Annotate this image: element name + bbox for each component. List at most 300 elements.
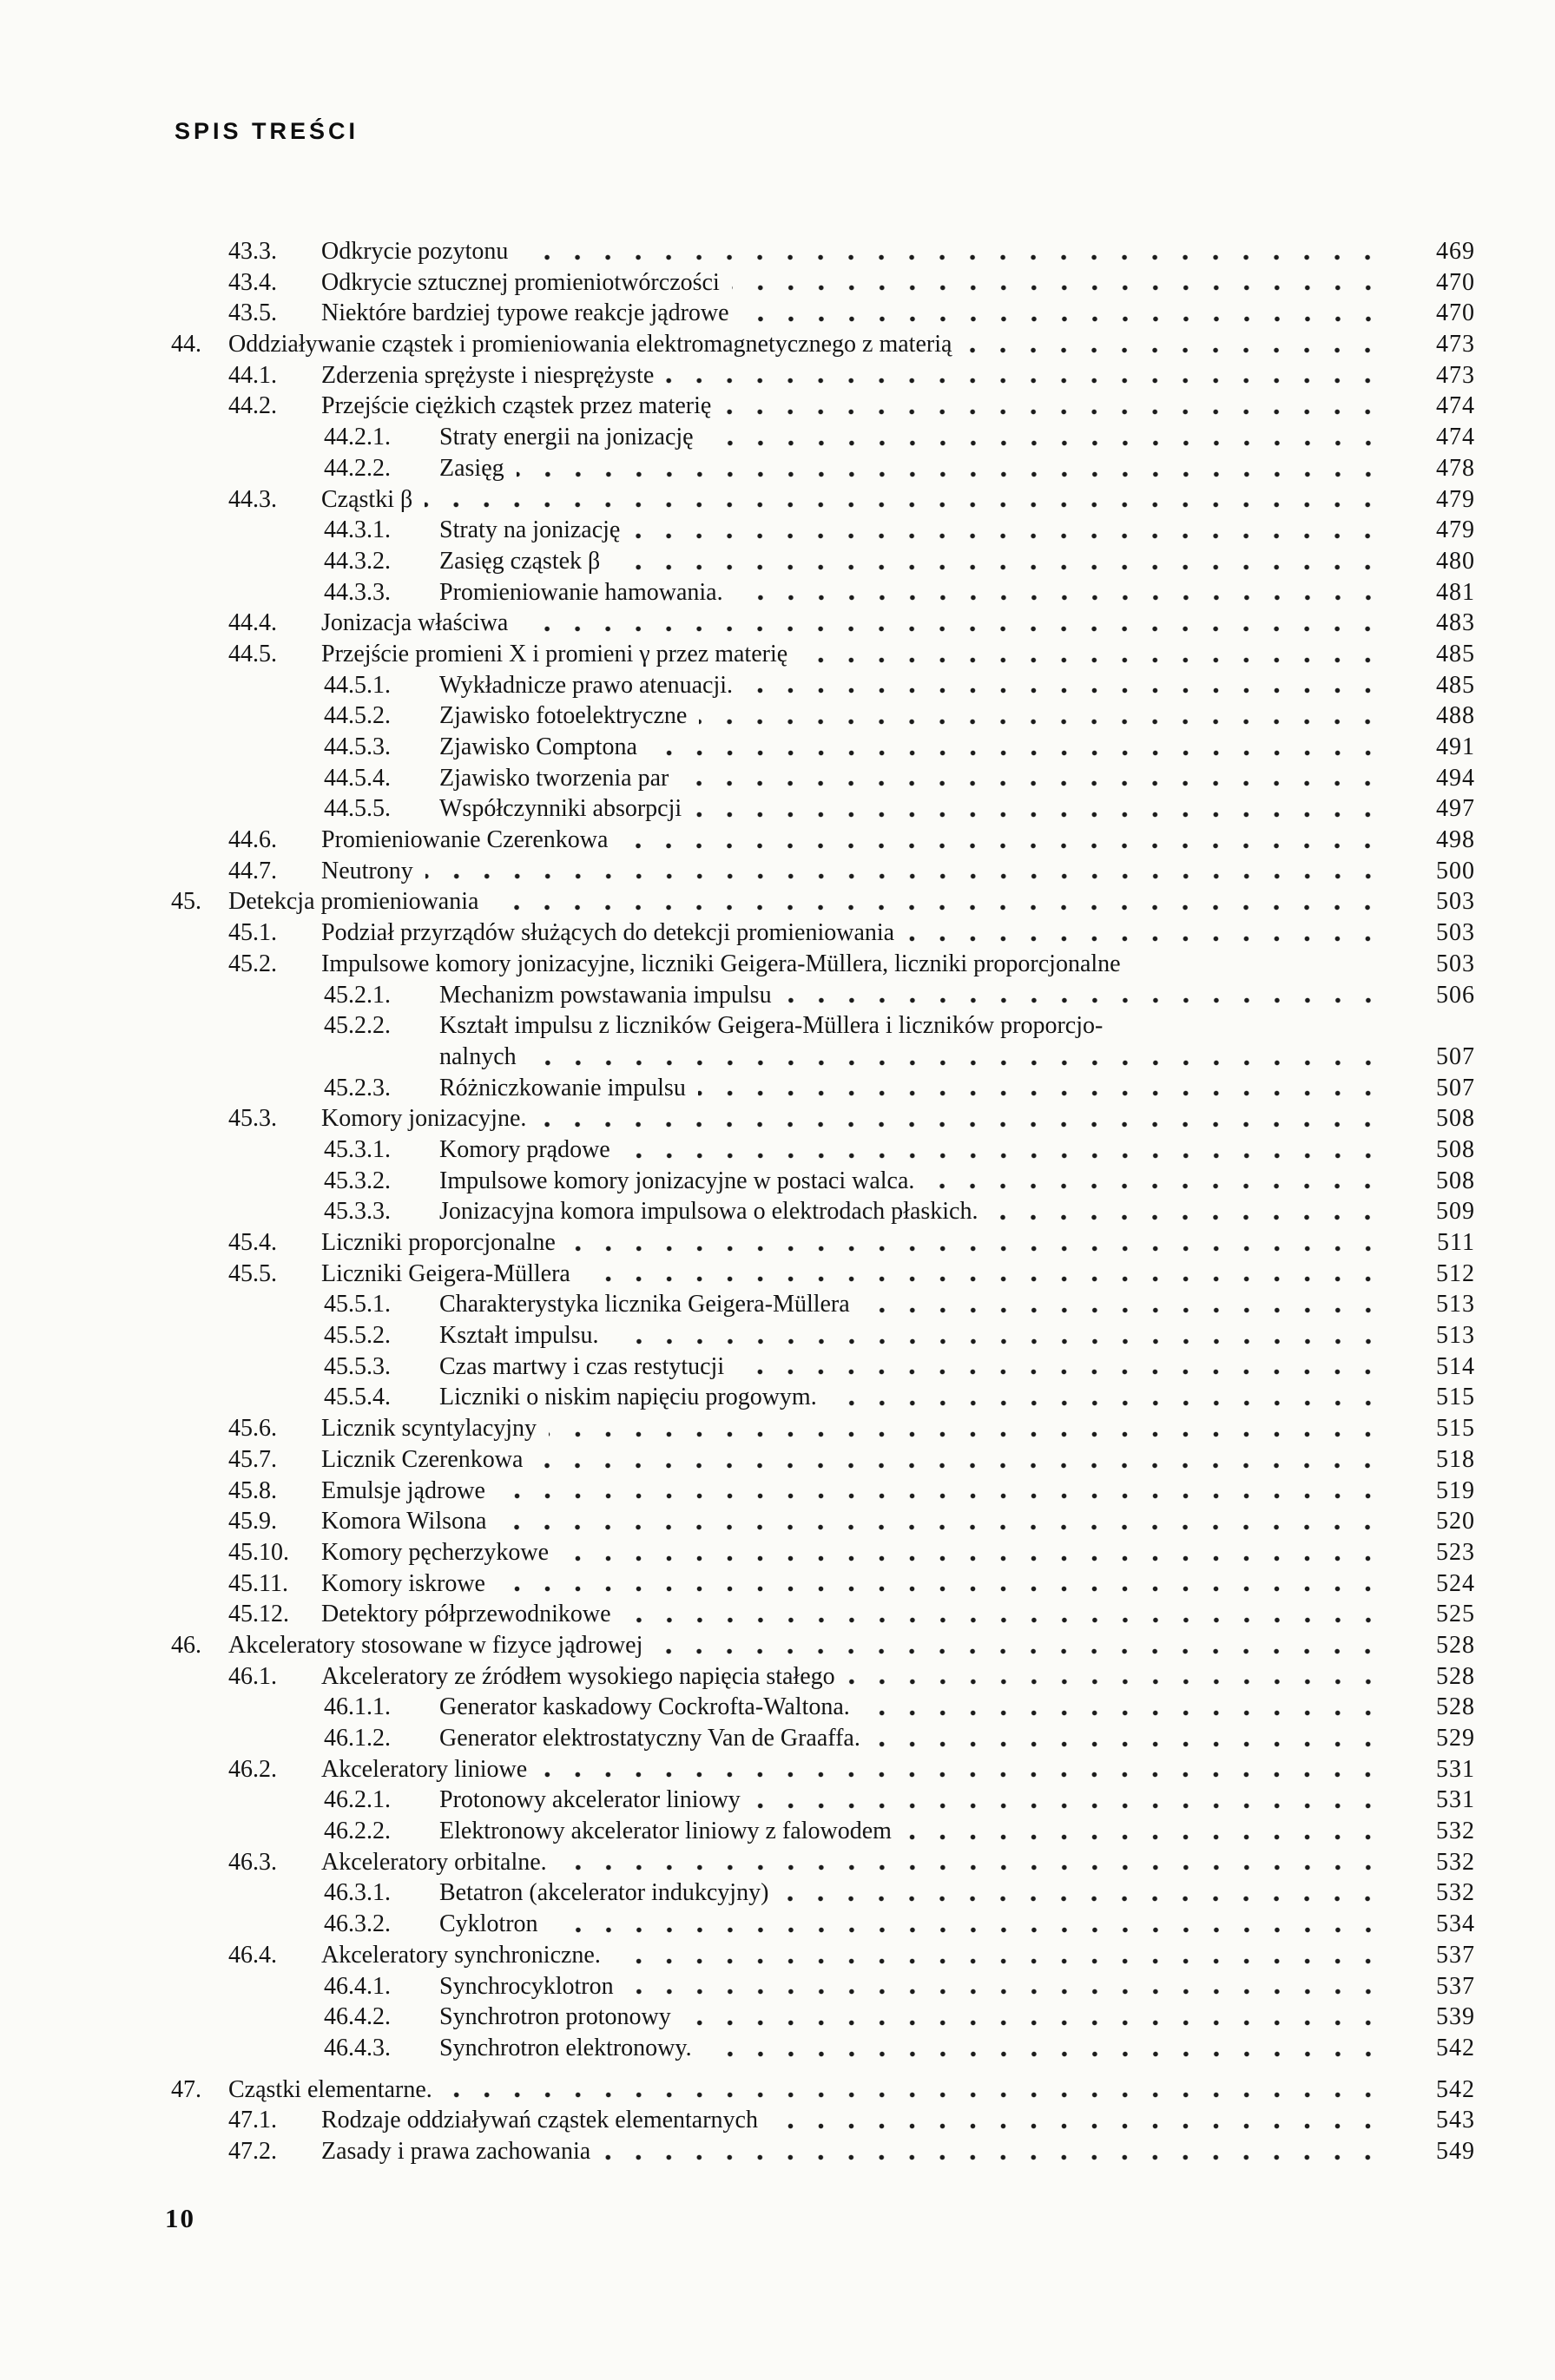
toc-entry-number: 44.5.4. <box>324 764 391 792</box>
toc-entry <box>171 236 1475 267</box>
toc-entry-title: Detekcja promieniowania <box>228 888 479 916</box>
dot-leader <box>694 793 1383 825</box>
toc-entry-title: Odkrycie sztucznej promieniotwórczości <box>321 268 720 296</box>
toc-entry-number: 45.5.4. <box>324 1384 391 1411</box>
toc-entry <box>171 670 1475 701</box>
dot-leader <box>736 1351 1383 1383</box>
toc-entry-title: Różniczkowanie impulsu <box>439 1074 686 1101</box>
toc-entry-title: Komory pęcherzykowe <box>321 1538 550 1566</box>
toc-entry-page: 543 <box>1436 2107 1475 2134</box>
toc-entry-page: 515 <box>1436 1415 1475 1443</box>
toc-entry-page: 518 <box>1436 1445 1475 1473</box>
toc-entry-page: 491 <box>1436 733 1475 760</box>
toc-entry-number: 45.3.1. <box>324 1135 391 1163</box>
toc-entry <box>171 1785 1475 1816</box>
dot-leader <box>753 1785 1383 1816</box>
toc-entry-number: 46.1.2. <box>324 1725 391 1752</box>
dot-leader <box>649 732 1383 763</box>
toc-entry-title: Podział przyrządów służących do detekcji promieniowania <box>321 919 895 947</box>
dot-leader <box>706 422 1383 453</box>
dot-leader <box>829 1382 1383 1413</box>
toc-entry <box>171 639 1475 670</box>
toc-entry-title: Elektronowy akcelerator liniowy z falowodem <box>439 1818 892 1845</box>
dot-leader <box>698 1073 1383 1104</box>
toc-entry-title: Impulsowe komory jonizacyjne w postaci walca. <box>439 1167 915 1194</box>
toc-entry-page: 494 <box>1436 764 1475 792</box>
toc-entry-page: 513 <box>1436 1291 1475 1318</box>
toc-entry-page: 532 <box>1436 1848 1475 1876</box>
toc-entry-number: 44.7. <box>228 857 277 884</box>
toc-entry <box>171 1661 1475 1693</box>
toc-entry-title: Kształt impulsu. <box>439 1322 599 1350</box>
dot-leader <box>732 267 1383 299</box>
toc-entry-number: 46.2.2. <box>324 1818 391 1845</box>
toc-entry-page: 534 <box>1436 1910 1475 1938</box>
toc-entry-title: Zasięg <box>439 454 504 482</box>
dot-leader <box>873 1723 1383 1754</box>
toc-entry-title: Przejście ciężkich cząstek przez materię <box>321 392 712 420</box>
toc-entry-page: 507 <box>1436 1074 1475 1101</box>
toc-entry-title: Emulsje jądrowe <box>321 1476 485 1504</box>
toc-entry-number: 43.4. <box>228 268 277 296</box>
toc-entry-page: 525 <box>1436 1601 1475 1628</box>
toc-entry-title: Jonizacja właściwa <box>321 609 509 637</box>
dot-leader <box>498 1506 1383 1537</box>
toc-entry <box>171 1754 1475 1785</box>
dot-leader <box>723 391 1383 422</box>
toc-entry-number: 46.4. <box>228 1941 277 1969</box>
toc-entry-title: Cząstki elementarne. <box>228 2075 432 2103</box>
toc-entry-number: 46. <box>171 1631 201 1659</box>
toc-entry-number: 44.5.1. <box>324 671 391 699</box>
toc-entry-page: 511 <box>1437 1229 1475 1256</box>
toc-entry-number: 45.3.2. <box>324 1167 391 1194</box>
dot-leader <box>497 1476 1383 1507</box>
toc-entry-title: Akceleratory stosowane w fizyce jądrowej <box>228 1631 643 1659</box>
toc-entry-page: 488 <box>1436 702 1475 730</box>
dot-leader <box>770 2105 1383 2136</box>
toc-entry <box>171 2136 1475 2167</box>
toc-entry-number: 45.6. <box>228 1415 277 1443</box>
dot-leader <box>612 546 1383 577</box>
dot-leader <box>926 1166 1383 1197</box>
dot-leader <box>683 2002 1383 2033</box>
toc-entry-page: 508 <box>1436 1135 1475 1163</box>
toc-entry-title: Charakterystyka licznika Geigera-Müllera <box>439 1291 850 1318</box>
toc-entry-number: 45.5.1. <box>324 1291 391 1318</box>
dot-leader <box>906 917 1383 949</box>
toc-entry-page: 531 <box>1436 1755 1475 1783</box>
toc-entry <box>171 1877 1475 1909</box>
toc-entry-title: Zjawisko Comptona <box>439 733 637 760</box>
toc-entry-page: 509 <box>1436 1198 1475 1226</box>
toc-entry-number: 46.3.1. <box>324 1879 391 1907</box>
toc-entry-number: 44.5.2. <box>324 702 391 730</box>
toc-entry-title: Komory prądowe <box>439 1135 610 1163</box>
toc-entry <box>171 700 1475 732</box>
toc-list <box>171 236 1475 2167</box>
toc-entry-page: 531 <box>1436 1786 1475 1814</box>
toc-entry <box>171 2033 1475 2064</box>
toc-entry-title: Kształt impulsu z liczników Geigera-Müllera i liczników proporcjo- <box>439 1012 1104 1040</box>
toc-entry-number: 45.3. <box>228 1105 277 1133</box>
toc-entry <box>171 422 1475 453</box>
toc-entry-page: 503 <box>1436 950 1475 977</box>
toc-entry-page: 549 <box>1436 2137 1475 2165</box>
toc-entry-number: 44.2.1. <box>324 424 391 451</box>
toc-entry-page: 485 <box>1436 671 1475 699</box>
toc-entry-number: 45.5. <box>228 1259 277 1287</box>
toc-entry <box>171 1259 1475 1290</box>
toc-entry-title: Betatron (akcelerator indukcyjny) <box>439 1879 769 1907</box>
toc-entry-number: 45.9. <box>228 1508 277 1535</box>
toc-entry-number: 45.2.2. <box>324 1012 391 1040</box>
toc-entry-title: Neutrony <box>321 857 413 884</box>
toc-entry <box>171 1227 1475 1259</box>
toc-entry-title: Akceleratory liniowe <box>321 1755 528 1783</box>
toc-entry <box>171 732 1475 763</box>
toc-entry-page: 523 <box>1436 1538 1475 1566</box>
toc-entry <box>171 886 1475 917</box>
toc-entry-page: 474 <box>1436 392 1475 420</box>
toc-entry-page: 529 <box>1436 1725 1475 1752</box>
dot-leader <box>655 1630 1383 1661</box>
toc-entry-page: 528 <box>1436 1631 1475 1659</box>
toc-entry-title: Liczniki Geigera-Müllera <box>321 1259 570 1287</box>
toc-entry-page: 508 <box>1436 1105 1475 1133</box>
toc-entry-page: 485 <box>1436 640 1475 667</box>
toc-entry <box>171 484 1475 516</box>
toc-entry-title: Akceleratory synchroniczne. <box>321 1941 601 1969</box>
toc-entry <box>171 1909 1475 1940</box>
toc-entry-title: Rodzaje oddziaływań cząstek elementarnych <box>321 2107 758 2134</box>
toc-entry <box>171 577 1475 608</box>
toc-entry-title: Straty energii na jonizację <box>439 424 694 451</box>
dot-leader <box>583 1259 1383 1290</box>
toc-entry <box>171 298 1475 329</box>
toc-entry-title: Cyklotron <box>439 1910 538 1938</box>
toc-entry-page: 473 <box>1436 331 1475 358</box>
toc-entry <box>171 546 1475 577</box>
dot-leader <box>603 2136 1383 2167</box>
toc-entry-title: Zjawisko fotoelektryczne <box>439 702 688 730</box>
toc-entry-title: Zasięg cząstek β <box>439 547 601 575</box>
dot-leader <box>990 1196 1383 1227</box>
toc-entry <box>171 1599 1475 1630</box>
toc-entry-page: 507 <box>1436 1042 1475 1070</box>
toc-entry <box>171 949 1475 980</box>
toc-entry-title: Zjawisko tworzenia par <box>439 764 669 792</box>
toc-entry <box>171 793 1475 825</box>
toc-entry-title: Impulsowe komory jonizacyjne, liczniki Geigera-Müllera, liczniki proporcjonalne <box>321 950 1121 977</box>
toc-entry-number: 44.3.2. <box>324 547 391 575</box>
toc-entry <box>171 1940 1475 1971</box>
toc-entry-title: Synchrotron elektronowy. <box>439 2034 692 2061</box>
dot-leader <box>735 577 1383 608</box>
toc-entry-page: 537 <box>1436 1972 1475 2000</box>
toc-entry-number: 47.1. <box>228 2107 277 2134</box>
toc-entry-number: 45.4. <box>228 1229 277 1256</box>
toc-entry-number: 46.1.1. <box>324 1693 391 1721</box>
toc-entry-number: 46.3. <box>228 1848 277 1876</box>
toc-entry-title: Synchrotron protonowy <box>439 2003 671 2031</box>
toc-entry-title: Promieniowanie hamowania. <box>439 578 723 606</box>
toc-entry-number: 44.2.2. <box>324 454 391 482</box>
toc-entry-page: 479 <box>1436 516 1475 544</box>
toc-entry <box>171 917 1475 949</box>
toc-entry-page: 503 <box>1436 888 1475 916</box>
toc-entry-number: 44.5.3. <box>324 733 391 760</box>
toc-entry <box>171 1413 1475 1444</box>
toc-entry <box>171 856 1475 887</box>
dot-leader <box>425 484 1383 516</box>
toc-entry-title: Współczynniki absorpcji <box>439 795 682 823</box>
toc-entry <box>171 1166 1475 1197</box>
toc-entry-number: 46.4.1. <box>324 1972 391 2000</box>
toc-entry-page: 532 <box>1436 1818 1475 1845</box>
toc-entry-title: Komora Wilsona <box>321 1508 487 1535</box>
toc-entry-number: 45.10. <box>228 1538 289 1566</box>
toc-entry <box>171 1134 1475 1166</box>
dot-leader <box>626 1971 1383 2002</box>
toc-entry <box>171 825 1475 856</box>
dot-leader <box>497 1568 1383 1600</box>
toc-entry-page: 478 <box>1436 454 1475 482</box>
toc-entry-page: 515 <box>1436 1384 1475 1411</box>
dot-leader <box>425 856 1383 887</box>
dot-leader <box>699 700 1383 732</box>
page-number: 10 <box>165 2203 195 2233</box>
toc-entry-title: Odkrycie pozytonu <box>321 238 509 265</box>
toc-entry <box>171 1537 1475 1568</box>
dot-leader <box>784 980 1383 1011</box>
dot-leader <box>800 639 1383 670</box>
toc-entry-page: 480 <box>1436 547 1475 575</box>
toc-entry-title: Niektóre bardziej typowe reakcje jądrowe <box>321 299 729 327</box>
dot-leader <box>666 360 1383 391</box>
toc-entry-number: 46.4.3. <box>324 2034 391 2061</box>
toc-entry-page: 514 <box>1436 1352 1475 1380</box>
toc-entry-title: Licznik Czerenkowa <box>321 1445 524 1473</box>
toc-entry-number: 46.4.2. <box>324 2003 391 2031</box>
toc-entry-page: 497 <box>1436 795 1475 823</box>
toc-entry-number: 45.12. <box>228 1601 289 1628</box>
dot-leader <box>632 515 1383 546</box>
dot-leader <box>904 1816 1383 1847</box>
toc-entry-number: 45.3.3. <box>324 1198 391 1226</box>
toc-entry-page: 520 <box>1436 1508 1475 1535</box>
toc-entry-number: 44.5. <box>228 640 277 667</box>
toc-entry-page: 519 <box>1436 1476 1475 1504</box>
toc-entry-page: 483 <box>1436 609 1475 637</box>
toc-entry-page: 498 <box>1436 826 1475 854</box>
toc-entry-title: Protonowy akcelerator liniowy <box>439 1786 741 1814</box>
toc-entry-page: 470 <box>1436 299 1475 327</box>
toc-entry <box>171 1444 1475 1476</box>
dot-leader <box>559 1847 1383 1878</box>
toc-entry-number: 45.8. <box>228 1476 277 1504</box>
toc-entry-number: 44.4. <box>228 609 277 637</box>
toc-entry <box>171 1816 1475 1847</box>
toc-entry-number: 47. <box>171 2075 201 2103</box>
dot-leader <box>520 608 1383 639</box>
toc-entry <box>171 1568 1475 1600</box>
toc-entry <box>171 763 1475 794</box>
toc-entry-title: Przejście promieni X i promieni γ przez materię <box>321 640 788 667</box>
toc-entry-number: 46.3.2. <box>324 1910 391 1938</box>
toc-entry-title: Detektory półprzewodnikowe <box>321 1601 611 1628</box>
toc-entry <box>171 1103 1475 1134</box>
dot-leader <box>741 298 1383 329</box>
toc-entry-title: Liczniki proporcjonalne <box>321 1229 556 1256</box>
dot-leader <box>445 2074 1383 2106</box>
toc-entry-title: Oddziaływanie cząstek i promieniowania elektromagnetycznego z materią <box>228 331 952 358</box>
dot-leader <box>539 1754 1383 1785</box>
toc-entry-title: Licznik scyntylacyjny <box>321 1415 537 1443</box>
toc-entry-title: Liczniki o niskim napięciu progowym. <box>439 1384 817 1411</box>
toc-entry-page: 481 <box>1436 578 1475 606</box>
toc-entry-number: 44.6. <box>228 826 277 854</box>
toc-entry-title: Czas martwy i czas restytucji <box>439 1352 725 1380</box>
toc-entry-number: 44.3. <box>228 485 277 513</box>
toc-entry-title: Akceleratory orbitalne. <box>321 1848 547 1876</box>
toc-entry-number: 47.2. <box>228 2137 277 2165</box>
toc-entry-title: Zderzenia sprężyste i niesprężyste <box>321 361 655 389</box>
dot-leader <box>623 1599 1383 1630</box>
toc-entry-page: 542 <box>1436 2034 1475 2061</box>
toc-entry-page: 528 <box>1436 1662 1475 1690</box>
toc-entry-title: Wykładnicze prawo atenuacji. <box>439 671 734 699</box>
toc-entry-page: 473 <box>1436 361 1475 389</box>
toc-entry <box>171 2002 1475 2033</box>
toc-entry <box>171 1692 1475 1723</box>
dot-leader <box>862 1289 1383 1320</box>
toc-entry <box>171 267 1475 299</box>
toc-entry-title: Komory jonizacyjne. <box>321 1105 527 1133</box>
toc-entry <box>171 515 1475 546</box>
dot-leader <box>964 329 1383 360</box>
toc-entry-number: 45.2.3. <box>324 1074 391 1101</box>
toc-entry <box>171 1073 1475 1104</box>
toc-entry <box>171 1042 1475 1073</box>
toc-entry <box>171 2105 1475 2136</box>
toc-entry-page: 474 <box>1436 424 1475 451</box>
toc-entry-page: 506 <box>1436 981 1475 1009</box>
toc-entry-number: 45.1. <box>228 919 277 947</box>
toc-entry-page: 479 <box>1436 485 1475 513</box>
dot-leader <box>613 1940 1383 1971</box>
toc-entry-number: 45. <box>171 888 201 916</box>
dot-leader <box>623 1134 1383 1166</box>
toc-entry-number: 46.2. <box>228 1755 277 1783</box>
dot-leader <box>520 236 1383 267</box>
dot-leader <box>535 1444 1383 1476</box>
toc-entry-number: 43.5. <box>228 299 277 327</box>
toc-entry-number: 46.1. <box>228 1662 277 1690</box>
dot-leader <box>491 886 1383 917</box>
toc-entry-number: 45.11. <box>228 1569 288 1597</box>
toc-entry <box>171 329 1475 360</box>
toc-entry-number: 45.2. <box>228 950 277 977</box>
toc-entry-title: Generator kaskadowy Cockrofta-Waltona. <box>439 1693 850 1721</box>
toc-entry-title: Zasady i prawa zachowania <box>321 2137 591 2165</box>
toc-entry-number: 44.1. <box>228 361 277 389</box>
dot-leader <box>529 1042 1383 1073</box>
dot-leader <box>681 763 1383 794</box>
toc-entry <box>171 1630 1475 1661</box>
toc-entry <box>171 1196 1475 1227</box>
dot-leader <box>568 1227 1383 1259</box>
toc-entry <box>171 1476 1475 1507</box>
toc-entry-title: Generator elektrostatyczny Van de Graaffa. <box>439 1725 860 1752</box>
toc-entry-number: 44.2. <box>228 392 277 420</box>
toc-entry-page: 503 <box>1436 919 1475 947</box>
toc-entry <box>171 1320 1475 1351</box>
dot-leader <box>862 1692 1383 1723</box>
toc-entry-page: 542 <box>1436 2075 1475 2103</box>
toc-entry-number: 44.5.5. <box>324 795 391 823</box>
dot-leader <box>847 1661 1383 1693</box>
toc-entry <box>171 1723 1475 1754</box>
toc-entry-page: 500 <box>1436 857 1475 884</box>
dot-leader <box>781 1877 1383 1909</box>
dot-leader <box>517 453 1383 484</box>
dot-leader <box>549 1413 1383 1444</box>
toc-entry <box>171 1847 1475 1878</box>
toc-entry-page: 512 <box>1436 1259 1475 1287</box>
toc-entry-title: Cząstki β <box>321 485 413 513</box>
dot-leader <box>1133 949 1383 980</box>
toc-entry <box>171 391 1475 422</box>
dot-leader <box>561 1537 1383 1568</box>
toc-entry <box>171 1506 1475 1537</box>
toc-entry-title: Straty na jonizację <box>439 516 621 544</box>
toc-entry-number: 46.2.1. <box>324 1786 391 1814</box>
toc-entry-page: 537 <box>1436 1941 1475 1969</box>
toc-entry <box>171 1010 1475 1042</box>
toc-entry-number: 45.5.2. <box>324 1322 391 1350</box>
toc-entry <box>171 1351 1475 1383</box>
toc-entry-number: 44.3.1. <box>324 516 391 544</box>
toc-entry-page: 470 <box>1436 268 1475 296</box>
dot-leader <box>550 1909 1383 1940</box>
dot-leader <box>745 670 1383 701</box>
dot-leader <box>611 1320 1383 1351</box>
toc-entry-title: Mechanizm powstawania impulsu <box>439 981 772 1009</box>
toc-entry <box>171 2074 1475 2106</box>
toc-entry-number: 45.5.3. <box>324 1352 391 1380</box>
toc-entry <box>171 453 1475 484</box>
toc-entry-page: 539 <box>1436 2003 1475 2031</box>
toc-entry-number: 44. <box>171 331 201 358</box>
toc-entry <box>171 1382 1475 1413</box>
toc-entry-page: 528 <box>1436 1693 1475 1721</box>
toc-entry-number: 45.7. <box>228 1445 277 1473</box>
toc-entry-title: Synchrocyklotron <box>439 1972 614 2000</box>
toc-entry-number: 45.2.1. <box>324 981 391 1009</box>
toc-entry <box>171 360 1475 391</box>
toc-entry-title: nalnych <box>439 1042 517 1070</box>
toc-entry-page: 508 <box>1436 1167 1475 1194</box>
toc-entry-number: 43.3. <box>228 238 277 265</box>
toc-entry <box>171 608 1475 639</box>
dot-leader <box>538 1103 1383 1134</box>
toc-entry-title: Komory iskrowe <box>321 1569 485 1597</box>
toc-entry-page: 524 <box>1436 1569 1475 1597</box>
dot-leader <box>620 825 1383 856</box>
toc-entry-title: Akceleratory ze źródłem wysokiego napięcia stałego <box>321 1662 835 1690</box>
toc-entry <box>171 1971 1475 2002</box>
